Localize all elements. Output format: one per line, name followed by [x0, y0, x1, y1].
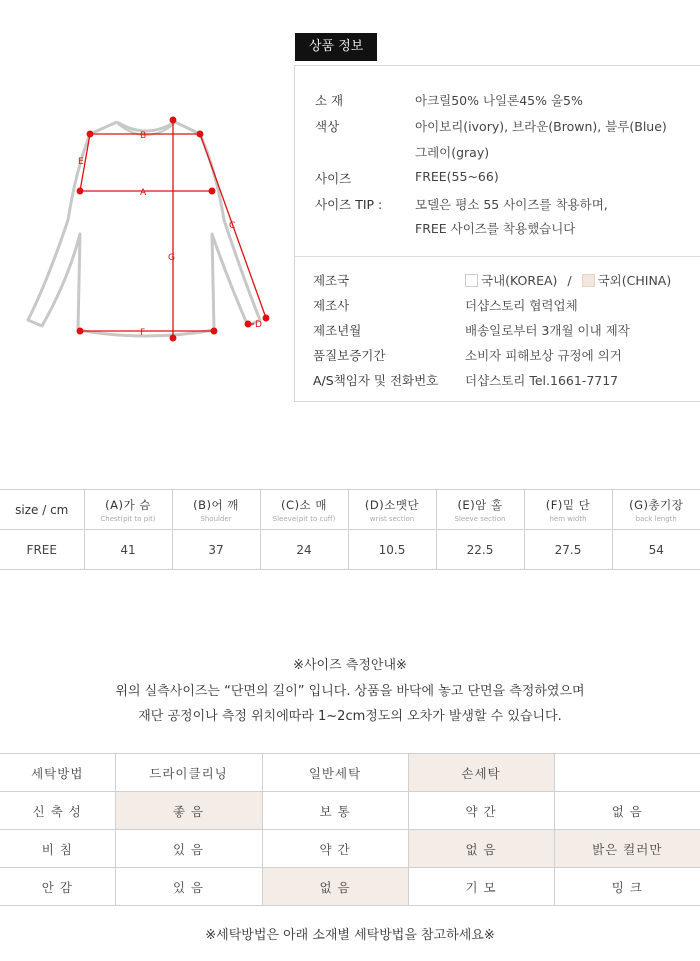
wash-cell: 밍 크: [554, 868, 700, 906]
country-value: [465, 271, 671, 289]
korea-checkbox: [465, 274, 478, 287]
size-tip-value-cont: FREE 사이즈를 착용했습니다: [415, 221, 576, 236]
wash-cell: 있 음: [115, 868, 262, 906]
header-sub: wrist section: [369, 514, 415, 523]
label-a: A: [140, 188, 147, 198]
manufacturer-label: 제조사: [313, 298, 350, 313]
wash-cell: 보 통: [262, 792, 408, 830]
wash-cell: 기 모: [408, 868, 554, 906]
garment-size-diagram: [18, 110, 280, 350]
wash-cell: 일반세탁: [262, 754, 408, 792]
size-value-hem: 27.5: [524, 530, 612, 570]
manufacturer-value: 더샵스토리 협력업체: [465, 298, 578, 313]
wash-footer-note: ※세탁방법은 아래 소재별 세탁방법을 참고하세요※: [205, 928, 495, 943]
wash-cell: 세탁방법: [0, 754, 115, 792]
header-chest: [84, 490, 172, 530]
size-table-corner: size / cm: [0, 490, 84, 530]
header-main: (D)소맷단: [364, 497, 420, 512]
wash-cell: 드라이클리닝: [115, 754, 262, 792]
label-g: G: [168, 253, 175, 263]
as-contact-value: 더샵스토리 Tel.1661-7717: [465, 373, 619, 388]
header-main: (B)어 깨: [193, 497, 239, 512]
header-wrist: [348, 490, 436, 530]
manufacture-date-value: 배송일로부터 3개월 이내 제작: [465, 323, 630, 338]
product-info-badge: 상품 정보: [295, 33, 377, 61]
wash-cell-selected: 없 음: [408, 830, 554, 868]
wash-cell-selected: 없 음: [262, 868, 408, 906]
notice-line-2: 재단 공정이나 측정 위치에따라 1~2cm정도의 오차가 발생할 수 있습니다.: [138, 709, 562, 724]
wash-cell: 신 축 성: [0, 792, 115, 830]
header-sleeve: [260, 490, 348, 530]
material-label: 소 재: [315, 93, 344, 108]
size-table-header-row: [0, 490, 700, 530]
notice-line-1: 위의 실측사이즈는 “단면의 길이” 입니다. 상품을 바닥에 놓고 단면을 측정하였으며: [115, 684, 585, 699]
wash-cell-selected: 밝은 컬러만: [554, 830, 700, 868]
wash-cell: 안 감: [0, 868, 115, 906]
size-value-wrist: 10.5: [348, 530, 436, 570]
as-contact-label: A/S책임자 및 전화번호: [313, 373, 439, 388]
size-row-label: FREE: [0, 530, 84, 570]
header-main: (G)총기장: [629, 497, 684, 512]
china-checkbox: [582, 274, 595, 287]
size-value: FREE(55~66): [415, 169, 499, 184]
header-sub: Chest(pit to pit): [100, 514, 156, 523]
label-c: C: [229, 221, 236, 231]
color-label: 색상: [315, 119, 340, 134]
header-sub: back length: [635, 514, 677, 523]
warranty-value: 소비자 피해보상 규정에 의거: [465, 348, 622, 363]
size-tip-value: 모델은 평소 55 사이즈를 착용하며,: [415, 197, 608, 212]
header-main: (C)소 매: [281, 497, 327, 512]
size-value-shoulder: 37: [172, 530, 260, 570]
korea-option: 국내(KOREA): [481, 273, 558, 288]
color-value-cont: 그레이(gray): [415, 145, 490, 160]
header-length: [612, 490, 700, 530]
measurement-labels: [78, 131, 262, 338]
header-main: (F)밑 단: [545, 497, 591, 512]
wash-cell-selected: 손세탁: [408, 754, 554, 792]
size-table-row-free: [0, 530, 700, 570]
wash-cell-selected: 좋 음: [115, 792, 262, 830]
wash-cell: 약 간: [262, 830, 408, 868]
label-f: F: [140, 328, 146, 338]
header-main: (A)가 슴: [105, 497, 151, 512]
label-b: B: [140, 131, 147, 141]
country-label: 제조국: [313, 273, 350, 288]
info-divider: [295, 256, 700, 257]
wash-cell: 비 침: [0, 830, 115, 868]
sweater-outline: [28, 122, 260, 336]
size-table: [0, 489, 700, 570]
label-d: D: [255, 320, 262, 330]
wash-cell: 약 간: [408, 792, 554, 830]
header-sub: Sleeve(pit to cuff): [272, 514, 336, 523]
header-sub: Shoulder: [200, 514, 232, 523]
wash-row: [0, 754, 700, 792]
header-shoulder: [172, 490, 260, 530]
color-value: 아이보리(ivory), 브라운(Brown), 블루(Blue): [415, 119, 667, 134]
warranty-label: 품질보증기간: [313, 348, 386, 363]
size-value-sleeve: 24: [260, 530, 348, 570]
header-main: (E)암 홀: [457, 497, 503, 512]
product-info-box: [294, 65, 700, 402]
wash-row: [0, 792, 700, 830]
material-value: 아크릴50% 나일론45% 울5%: [415, 93, 583, 108]
label-e: E: [78, 157, 84, 167]
wash-table: [0, 753, 700, 906]
size-label: 사이즈: [315, 171, 352, 186]
header-sub: hem width: [549, 514, 587, 523]
wash-cell: 없 음: [554, 792, 700, 830]
wash-row: [0, 830, 700, 868]
notice-title: ※사이즈 측정안내※: [293, 658, 407, 673]
wash-row: [0, 868, 700, 906]
manufacture-date-label: 제조년월: [313, 323, 362, 338]
size-value-length: 54: [612, 530, 700, 570]
header-hem: [524, 490, 612, 530]
size-tip-label: 사이즈 TIP :: [315, 197, 383, 212]
size-value-armhole: 22.5: [436, 530, 524, 570]
wash-cell: [554, 754, 700, 792]
header-sub: Sleeve section: [454, 514, 506, 523]
size-value-chest: 41: [84, 530, 172, 570]
china-option: 국외(CHINA): [597, 273, 672, 288]
wash-cell: 있 음: [115, 830, 262, 868]
country-separator: /: [567, 273, 572, 288]
header-armhole: [436, 490, 524, 530]
